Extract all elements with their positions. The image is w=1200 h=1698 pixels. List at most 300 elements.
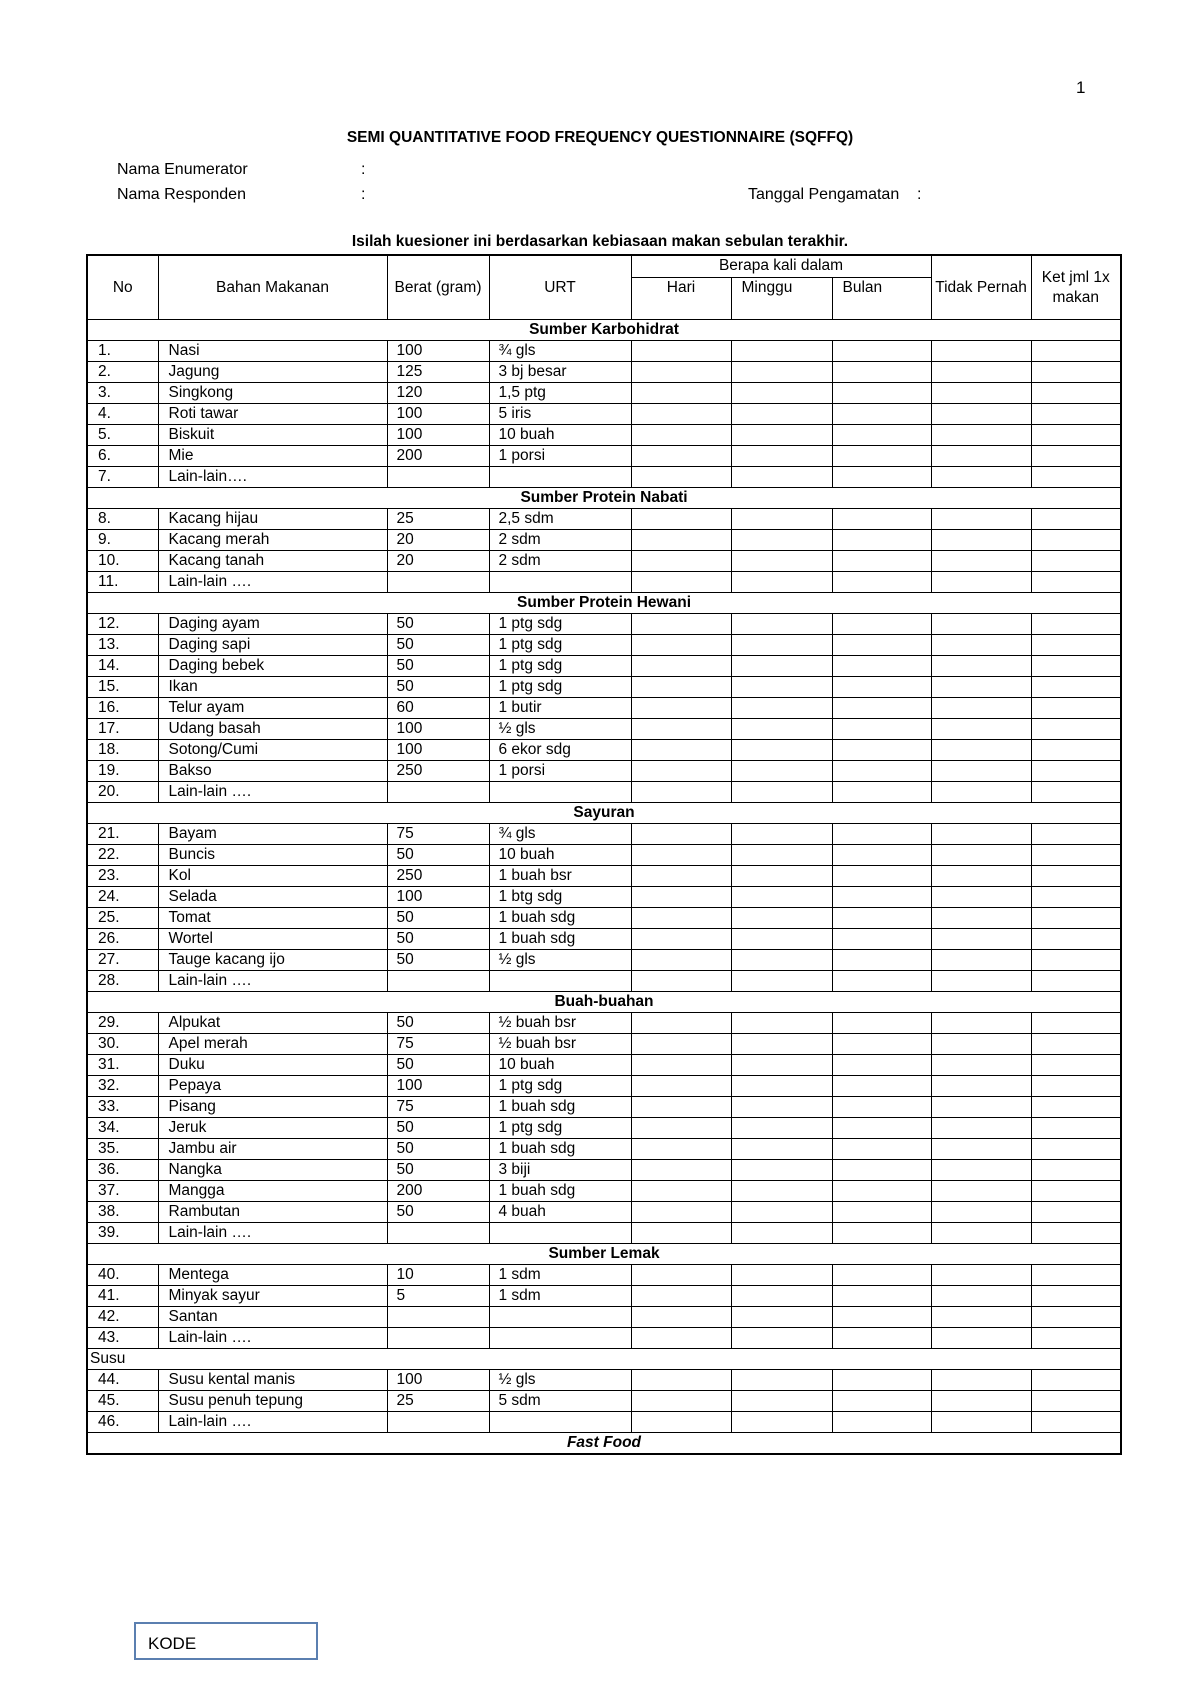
cell-ket[interactable]	[1031, 1118, 1121, 1139]
cell-urt: 1,5 ptg	[489, 383, 631, 404]
cell-ket[interactable]	[1031, 719, 1121, 740]
cell-urt	[489, 1328, 631, 1349]
table-row	[87, 1160, 1121, 1181]
cell-tidak-pernah[interactable]	[931, 1160, 1031, 1181]
table-row	[87, 1265, 1121, 1286]
cell-ket[interactable]	[1031, 341, 1121, 362]
cell-hari[interactable]	[631, 1265, 731, 1286]
cell-hari[interactable]	[631, 1034, 731, 1055]
cell-ket[interactable]	[1031, 551, 1121, 572]
cell-hari[interactable]	[631, 1307, 731, 1328]
cell-hari[interactable]	[631, 782, 731, 803]
cell-minggu[interactable]	[731, 425, 832, 446]
cell-bulan[interactable]	[832, 509, 931, 530]
cell-minggu[interactable]	[731, 1097, 832, 1118]
cell-ket[interactable]	[1031, 782, 1121, 803]
table-row	[87, 635, 1121, 656]
cell-minggu[interactable]	[731, 698, 832, 719]
cell-tidak-pernah[interactable]	[931, 404, 1031, 425]
cell-bulan[interactable]	[832, 1013, 931, 1034]
cell-tidak-pernah[interactable]	[931, 383, 1031, 404]
cell-tidak-pernah[interactable]	[931, 1286, 1031, 1307]
cell-minggu[interactable]	[731, 845, 832, 866]
cell-berat	[387, 572, 489, 593]
cell-minggu[interactable]	[731, 929, 832, 950]
cell-ket[interactable]	[1031, 572, 1121, 593]
cell-minggu[interactable]	[731, 866, 832, 887]
cell-bulan[interactable]	[832, 614, 931, 635]
cell-berat: 50	[387, 950, 489, 971]
cell-ket[interactable]	[1031, 1055, 1121, 1076]
cell-urt: 1 ptg sdg	[489, 677, 631, 698]
cell-berat: 50	[387, 929, 489, 950]
kode-box[interactable]	[134, 1622, 318, 1660]
cell-ket[interactable]	[1031, 908, 1121, 929]
cell-bulan[interactable]	[832, 782, 931, 803]
cell-bulan[interactable]	[832, 1118, 931, 1139]
cell-ket[interactable]	[1031, 698, 1121, 719]
cell-hari[interactable]	[631, 551, 731, 572]
cell-minggu[interactable]	[731, 1160, 832, 1181]
cell-minggu[interactable]	[731, 1265, 832, 1286]
cell-bulan[interactable]	[832, 1202, 931, 1223]
cell-ket[interactable]	[1031, 1412, 1121, 1433]
cell-tidak-pernah[interactable]	[931, 1097, 1031, 1118]
cell-ket[interactable]	[1031, 677, 1121, 698]
cell-urt: 2 sdm	[489, 551, 631, 572]
cell-tidak-pernah[interactable]	[931, 1013, 1031, 1034]
cell-ket[interactable]	[1031, 404, 1121, 425]
cell-no: 17.	[87, 719, 158, 740]
cell-minggu[interactable]	[731, 1370, 832, 1391]
cell-tidak-pernah[interactable]	[931, 740, 1031, 761]
cell-berat: 50	[387, 656, 489, 677]
cell-bahan: Duku	[158, 1055, 387, 1076]
enumerator-label: Nama Enumerator	[117, 161, 248, 178]
cell-tidak-pernah[interactable]	[931, 929, 1031, 950]
cell-no: 20.	[87, 782, 158, 803]
cell-bulan[interactable]	[832, 950, 931, 971]
cell-bahan: Lain-lain ….	[158, 572, 387, 593]
cell-minggu[interactable]	[731, 950, 832, 971]
cell-bulan[interactable]	[832, 1181, 931, 1202]
cell-hari[interactable]	[631, 719, 731, 740]
cell-tidak-pernah[interactable]	[931, 950, 1031, 971]
cell-minggu[interactable]	[731, 971, 832, 992]
cell-bahan: Lain-lain ….	[158, 782, 387, 803]
cell-tidak-pernah[interactable]	[931, 635, 1031, 656]
cell-bulan[interactable]	[832, 1034, 931, 1055]
cell-tidak-pernah[interactable]	[931, 656, 1031, 677]
cell-bulan[interactable]	[832, 908, 931, 929]
cell-bulan[interactable]	[832, 362, 931, 383]
cell-tidak-pernah[interactable]	[931, 341, 1031, 362]
cell-urt: 1 sdm	[489, 1265, 631, 1286]
cell-minggu[interactable]	[731, 1118, 832, 1139]
cell-no: 38.	[87, 1202, 158, 1223]
cell-tidak-pernah[interactable]	[931, 1223, 1031, 1244]
cell-tidak-pernah[interactable]	[931, 446, 1031, 467]
cell-ket[interactable]	[1031, 1181, 1121, 1202]
cell-berat: 75	[387, 1034, 489, 1055]
cell-minggu[interactable]	[731, 1391, 832, 1412]
cell-hari[interactable]	[631, 467, 731, 488]
cell-tidak-pernah[interactable]	[931, 1412, 1031, 1433]
cell-hari[interactable]	[631, 824, 731, 845]
cell-hari[interactable]	[631, 656, 731, 677]
cell-ket[interactable]	[1031, 1391, 1121, 1412]
cell-bulan[interactable]	[832, 1223, 931, 1244]
cell-ket[interactable]	[1031, 929, 1121, 950]
cell-tidak-pernah[interactable]	[931, 1328, 1031, 1349]
cell-hari[interactable]	[631, 1412, 731, 1433]
cell-berat: 100	[387, 719, 489, 740]
cell-minggu[interactable]	[731, 530, 832, 551]
cell-no: 18.	[87, 740, 158, 761]
cell-ket[interactable]	[1031, 614, 1121, 635]
cell-bulan[interactable]	[832, 1307, 931, 1328]
cell-tidak-pernah[interactable]	[931, 467, 1031, 488]
cell-no: 25.	[87, 908, 158, 929]
cell-bulan[interactable]	[832, 1055, 931, 1076]
cell-tidak-pernah[interactable]	[931, 1118, 1031, 1139]
cell-minggu[interactable]	[731, 1181, 832, 1202]
cell-bulan[interactable]	[832, 1391, 931, 1412]
cell-minggu[interactable]	[731, 656, 832, 677]
cell-tidak-pernah[interactable]	[931, 362, 1031, 383]
cell-minggu[interactable]	[731, 740, 832, 761]
cell-ket[interactable]	[1031, 1160, 1121, 1181]
cell-hari[interactable]	[631, 341, 731, 362]
section-row	[87, 992, 1121, 1013]
cell-no: 3.	[87, 383, 158, 404]
cell-hari[interactable]	[631, 761, 731, 782]
cell-bulan[interactable]	[832, 341, 931, 362]
cell-bahan: Sotong/Cumi	[158, 740, 387, 761]
cell-tidak-pernah[interactable]	[931, 1370, 1031, 1391]
cell-hari[interactable]	[631, 908, 731, 929]
table-row	[87, 740, 1121, 761]
cell-hari[interactable]	[631, 425, 731, 446]
cell-berat	[387, 971, 489, 992]
cell-tidak-pernah[interactable]	[931, 572, 1031, 593]
cell-bulan[interactable]	[832, 383, 931, 404]
cell-bulan[interactable]	[832, 824, 931, 845]
cell-bulan[interactable]	[832, 572, 931, 593]
cell-berat: 200	[387, 1181, 489, 1202]
cell-bahan: Kacang merah	[158, 530, 387, 551]
cell-hari[interactable]	[631, 530, 731, 551]
cell-tidak-pernah[interactable]	[931, 1265, 1031, 1286]
cell-ket[interactable]	[1031, 1076, 1121, 1097]
cell-bulan[interactable]	[832, 1076, 931, 1097]
cell-bulan[interactable]	[832, 1286, 931, 1307]
cell-minggu[interactable]	[731, 572, 832, 593]
cell-tidak-pernah[interactable]	[931, 845, 1031, 866]
cell-berat: 100	[387, 404, 489, 425]
section-row	[87, 488, 1121, 509]
cell-minggu[interactable]	[731, 341, 832, 362]
cell-bulan[interactable]	[832, 698, 931, 719]
cell-tidak-pernah[interactable]	[931, 908, 1031, 929]
cell-hari[interactable]	[631, 404, 731, 425]
cell-hari[interactable]	[631, 866, 731, 887]
cell-ket[interactable]	[1031, 1013, 1121, 1034]
cell-berat: 50	[387, 677, 489, 698]
cell-berat: 20	[387, 530, 489, 551]
cell-tidak-pernah[interactable]	[931, 1202, 1031, 1223]
cell-bulan[interactable]	[832, 1097, 931, 1118]
cell-berat: 20	[387, 551, 489, 572]
cell-hari[interactable]	[631, 1181, 731, 1202]
cell-minggu[interactable]	[731, 887, 832, 908]
cell-ket[interactable]	[1031, 383, 1121, 404]
cell-ket[interactable]	[1031, 1265, 1121, 1286]
cell-minggu[interactable]	[731, 446, 832, 467]
cell-hari[interactable]	[631, 887, 731, 908]
cell-hari[interactable]	[631, 950, 731, 971]
cell-minggu[interactable]	[731, 614, 832, 635]
cell-tidak-pernah[interactable]	[931, 1139, 1031, 1160]
cell-ket[interactable]	[1031, 824, 1121, 845]
cell-minggu[interactable]	[731, 1034, 832, 1055]
cell-ket[interactable]	[1031, 1139, 1121, 1160]
cell-bahan: Selada	[158, 887, 387, 908]
cell-hari[interactable]	[631, 1076, 731, 1097]
cell-tidak-pernah[interactable]	[931, 698, 1031, 719]
cell-hari[interactable]	[631, 614, 731, 635]
cell-minggu[interactable]	[731, 362, 832, 383]
cell-ket[interactable]	[1031, 950, 1121, 971]
cell-tidak-pernah[interactable]	[931, 761, 1031, 782]
cell-minggu[interactable]	[731, 1412, 832, 1433]
table-row	[87, 1034, 1121, 1055]
cell-urt: ¾ gls	[489, 341, 631, 362]
cell-ket[interactable]	[1031, 1286, 1121, 1307]
cell-minggu[interactable]	[731, 1223, 832, 1244]
cell-berat: 50	[387, 1118, 489, 1139]
cell-minggu[interactable]	[731, 1013, 832, 1034]
cell-minggu[interactable]	[731, 908, 832, 929]
cell-ket[interactable]	[1031, 509, 1121, 530]
cell-bulan[interactable]	[832, 1370, 931, 1391]
cell-bahan: Lain-lain ….	[158, 1412, 387, 1433]
cell-tidak-pernah[interactable]	[931, 1055, 1031, 1076]
cell-ket[interactable]	[1031, 887, 1121, 908]
cell-bulan[interactable]	[832, 425, 931, 446]
cell-ket[interactable]	[1031, 1034, 1121, 1055]
cell-hari[interactable]	[631, 362, 731, 383]
cell-tidak-pernah[interactable]	[931, 1076, 1031, 1097]
cell-no: 29.	[87, 1013, 158, 1034]
cell-ket[interactable]	[1031, 530, 1121, 551]
cell-tidak-pernah[interactable]	[931, 614, 1031, 635]
cell-tidak-pernah[interactable]	[931, 425, 1031, 446]
cell-bulan[interactable]	[832, 845, 931, 866]
cell-bulan[interactable]	[832, 1139, 931, 1160]
cell-ket[interactable]	[1031, 971, 1121, 992]
cell-hari[interactable]	[631, 1013, 731, 1034]
cell-hari[interactable]	[631, 1097, 731, 1118]
table-row	[87, 719, 1121, 740]
table-row	[87, 1370, 1121, 1391]
cell-minggu[interactable]	[731, 404, 832, 425]
cell-tidak-pernah[interactable]	[931, 866, 1031, 887]
cell-bahan: Pisang	[158, 1097, 387, 1118]
cell-tidak-pernah[interactable]	[931, 1181, 1031, 1202]
cell-ket[interactable]	[1031, 1307, 1121, 1328]
cell-tidak-pernah[interactable]	[931, 1034, 1031, 1055]
cell-minggu[interactable]	[731, 1328, 832, 1349]
cell-bulan[interactable]	[832, 971, 931, 992]
cell-bulan[interactable]	[832, 656, 931, 677]
cell-tidak-pernah[interactable]	[931, 824, 1031, 845]
cell-ket[interactable]	[1031, 1370, 1121, 1391]
cell-tidak-pernah[interactable]	[931, 530, 1031, 551]
cell-bahan: Kacang tanah	[158, 551, 387, 572]
cell-no: 11.	[87, 572, 158, 593]
cell-no: 39.	[87, 1223, 158, 1244]
cell-berat: 100	[387, 1076, 489, 1097]
table-row	[87, 761, 1121, 782]
cell-hari[interactable]	[631, 383, 731, 404]
table-row	[87, 1181, 1121, 1202]
cell-bulan[interactable]	[832, 866, 931, 887]
cell-bulan[interactable]	[832, 740, 931, 761]
cell-tidak-pernah[interactable]	[931, 971, 1031, 992]
header-no: No	[87, 255, 158, 320]
cell-hari[interactable]	[631, 635, 731, 656]
cell-ket[interactable]	[1031, 866, 1121, 887]
cell-minggu[interactable]	[731, 1076, 832, 1097]
table-row	[87, 971, 1121, 992]
cell-bulan[interactable]	[832, 719, 931, 740]
cell-bulan[interactable]	[832, 467, 931, 488]
cell-bulan[interactable]	[832, 929, 931, 950]
header-hari: Hari	[631, 277, 731, 319]
cell-berat: 75	[387, 824, 489, 845]
cell-hari[interactable]	[631, 1223, 731, 1244]
cell-ket[interactable]	[1031, 1328, 1121, 1349]
cell-bulan[interactable]	[832, 887, 931, 908]
table-row	[87, 572, 1121, 593]
cell-bulan[interactable]	[832, 677, 931, 698]
cell-minggu[interactable]	[731, 1055, 832, 1076]
cell-bulan[interactable]	[832, 446, 931, 467]
cell-hari[interactable]	[631, 446, 731, 467]
cell-no: 1.	[87, 341, 158, 362]
cell-tidak-pernah[interactable]	[931, 509, 1031, 530]
cell-bulan[interactable]	[832, 635, 931, 656]
cell-bulan[interactable]	[832, 551, 931, 572]
cell-no: 13.	[87, 635, 158, 656]
cell-minggu[interactable]	[731, 1307, 832, 1328]
cell-hari[interactable]	[631, 740, 731, 761]
cell-ket[interactable]	[1031, 425, 1121, 446]
cell-minggu[interactable]	[731, 677, 832, 698]
cell-hari[interactable]	[631, 1391, 731, 1412]
cell-tidak-pernah[interactable]	[931, 719, 1031, 740]
cell-no: 21.	[87, 824, 158, 845]
cell-hari[interactable]	[631, 1160, 731, 1181]
cell-tidak-pernah[interactable]	[931, 677, 1031, 698]
section-row	[87, 1244, 1121, 1265]
cell-ket[interactable]	[1031, 1223, 1121, 1244]
cell-hari[interactable]	[631, 1139, 731, 1160]
cell-hari[interactable]	[631, 1055, 731, 1076]
cell-hari[interactable]	[631, 698, 731, 719]
cell-hari[interactable]	[631, 509, 731, 530]
cell-bulan[interactable]	[832, 1160, 931, 1181]
cell-bulan[interactable]	[832, 1412, 931, 1433]
cell-urt: ½ gls	[489, 719, 631, 740]
cell-minggu[interactable]	[731, 782, 832, 803]
cell-ket[interactable]	[1031, 656, 1121, 677]
cell-tidak-pernah[interactable]	[931, 551, 1031, 572]
cell-minggu[interactable]	[731, 1286, 832, 1307]
cell-hari[interactable]	[631, 929, 731, 950]
cell-minggu[interactable]	[731, 1202, 832, 1223]
cell-urt: 1 buah bsr	[489, 866, 631, 887]
cell-hari[interactable]	[631, 1286, 731, 1307]
cell-tidak-pernah[interactable]	[931, 887, 1031, 908]
cell-hari[interactable]	[631, 971, 731, 992]
cell-bulan[interactable]	[832, 761, 931, 782]
cell-minggu[interactable]	[731, 719, 832, 740]
cell-minggu[interactable]	[731, 509, 832, 530]
cell-ket[interactable]	[1031, 761, 1121, 782]
cell-bulan[interactable]	[832, 1328, 931, 1349]
cell-minggu[interactable]	[731, 635, 832, 656]
cell-urt: 1 ptg sdg	[489, 1076, 631, 1097]
cell-ket[interactable]	[1031, 740, 1121, 761]
cell-hari[interactable]	[631, 845, 731, 866]
cell-urt: 5 sdm	[489, 1391, 631, 1412]
cell-ket[interactable]	[1031, 446, 1121, 467]
cell-minggu[interactable]	[731, 761, 832, 782]
table-row	[87, 1202, 1121, 1223]
cell-minggu[interactable]	[731, 467, 832, 488]
cell-ket[interactable]	[1031, 467, 1121, 488]
cell-bahan: Jambu air	[158, 1139, 387, 1160]
cell-bulan[interactable]	[832, 404, 931, 425]
cell-hari[interactable]	[631, 1202, 731, 1223]
cell-hari[interactable]	[631, 572, 731, 593]
table-row	[87, 824, 1121, 845]
cell-ket[interactable]	[1031, 362, 1121, 383]
cell-tidak-pernah[interactable]	[931, 1307, 1031, 1328]
cell-ket[interactable]	[1031, 1097, 1121, 1118]
cell-ket[interactable]	[1031, 845, 1121, 866]
cell-ket[interactable]	[1031, 635, 1121, 656]
cell-tidak-pernah[interactable]	[931, 782, 1031, 803]
cell-bulan[interactable]	[832, 1265, 931, 1286]
cell-hari[interactable]	[631, 1370, 731, 1391]
cell-no: 5.	[87, 425, 158, 446]
kode-label: KODE	[148, 1634, 197, 1653]
cell-minggu[interactable]	[731, 551, 832, 572]
cell-hari[interactable]	[631, 1118, 731, 1139]
cell-hari[interactable]	[631, 677, 731, 698]
cell-bulan[interactable]	[832, 530, 931, 551]
cell-ket[interactable]	[1031, 1202, 1121, 1223]
cell-minggu[interactable]	[731, 383, 832, 404]
cell-minggu[interactable]	[731, 1139, 832, 1160]
cell-minggu[interactable]	[731, 824, 832, 845]
table-row	[87, 467, 1121, 488]
cell-hari[interactable]	[631, 1328, 731, 1349]
cell-tidak-pernah[interactable]	[931, 1391, 1031, 1412]
